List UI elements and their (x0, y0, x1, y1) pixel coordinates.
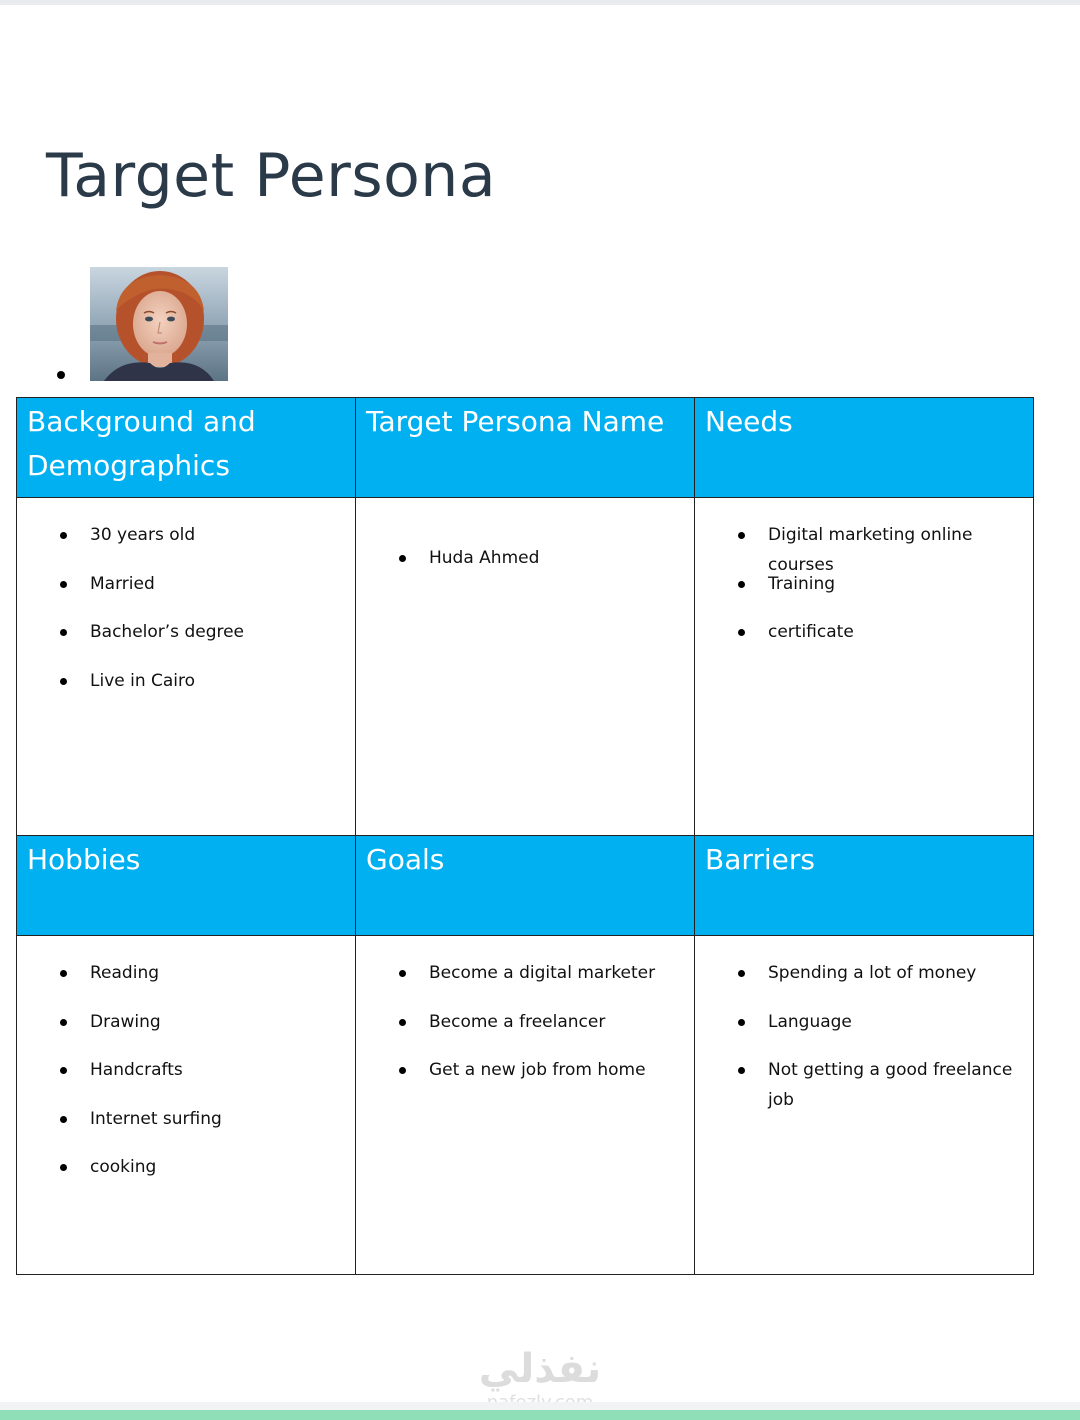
list-item-text: Live in Cairo (90, 670, 196, 691)
bullet-icon (60, 678, 67, 685)
list-item (356, 1055, 694, 1104)
list-item-text: Become a freelancer (429, 1011, 606, 1032)
list-item-text: Married (90, 573, 155, 594)
persona-table (16, 397, 1034, 1275)
list-item-text: Language (768, 1011, 852, 1032)
needs-list (695, 498, 1033, 666)
watermark-arabic: نفذلي (478, 1346, 602, 1392)
barriers-list (695, 936, 1033, 1110)
bottom-strip (0, 1410, 1080, 1420)
list-item (17, 617, 355, 666)
list-item-text: Bachelor’s degree (90, 622, 245, 642)
bullet-icon (60, 532, 67, 539)
header-hobbies: Hobbies (17, 836, 356, 936)
top-strip (0, 0, 1080, 5)
bullet-icon (60, 1019, 67, 1026)
list-item-text: Get a new job from home (429, 1060, 646, 1080)
list-item (695, 520, 1033, 575)
list-item (17, 958, 355, 1007)
bullet-icon (60, 1116, 67, 1123)
list-item-text: Become a digital marketer (429, 963, 656, 983)
bullet-icon (738, 581, 745, 588)
list-item (17, 1104, 355, 1153)
list-item-text: Training (768, 573, 836, 594)
list-item-text: Huda Ahmed (429, 548, 540, 568)
header-needs: Needs (695, 398, 1034, 498)
bullet-icon (738, 532, 745, 539)
cell-needs (695, 498, 1034, 836)
table-body-row (17, 936, 1034, 1275)
hobbies-list (17, 936, 355, 1201)
bullet-icon (60, 970, 67, 977)
list-item-text: cooking (90, 1157, 157, 1177)
list-item (356, 543, 694, 592)
goals-list (356, 936, 694, 1104)
list-item-text: Internet surfing (90, 1108, 222, 1129)
cell-hobbies (17, 936, 356, 1275)
page-title: Target Persona (46, 141, 497, 211)
persona-photo (90, 267, 228, 381)
bullet-icon (60, 629, 67, 636)
list-item-text: Reading (90, 963, 160, 983)
list-item-text: certificate (768, 622, 854, 642)
header-background-demographics: Background and Demographics (17, 398, 356, 498)
list-item-text: 30 years old (90, 525, 196, 545)
list-item (17, 1055, 355, 1104)
list-item (356, 958, 694, 1007)
bullet-icon (738, 1067, 745, 1074)
header-barriers: Barriers (695, 836, 1034, 936)
bullet-icon (60, 581, 67, 588)
list-item (695, 617, 1033, 666)
cell-background-demographics (17, 498, 356, 836)
list-item (17, 1152, 355, 1201)
bullet-icon (60, 1067, 67, 1074)
bullet-icon (738, 1019, 745, 1026)
bullet-icon (399, 1067, 406, 1074)
bullet-icon (399, 970, 406, 977)
persona-name-list (356, 498, 694, 592)
list-item-text: Digital marketing online courses (768, 525, 973, 575)
cell-goals (356, 936, 695, 1275)
list-item (356, 1007, 694, 1056)
table-header-row (17, 836, 1034, 936)
list-item-text: Handcrafts (90, 1060, 183, 1080)
list-item (17, 569, 355, 618)
table-header-row (17, 398, 1034, 498)
list-item (17, 1007, 355, 1056)
list-item (17, 520, 355, 569)
header-goals: Goals (356, 836, 695, 936)
bullet-icon (399, 1019, 406, 1026)
cell-barriers (695, 936, 1034, 1275)
cell-target-persona-name (356, 498, 695, 836)
list-item (17, 666, 355, 715)
list-item (695, 1055, 1033, 1110)
list-item (695, 1007, 1033, 1056)
bullet-icon (738, 629, 745, 636)
list-item (695, 958, 1033, 1007)
bullet-icon (60, 1164, 67, 1171)
bottom-strip-shadow (0, 1402, 1080, 1410)
bullet-icon (399, 555, 406, 562)
table-body-row (17, 498, 1034, 836)
photo-bullet (57, 371, 65, 379)
list-item (695, 569, 1033, 618)
list-item-text: Drawing (90, 1011, 161, 1032)
list-item-text: Spending a lot of money (768, 963, 977, 983)
bullet-icon (738, 970, 745, 977)
demographics-list (17, 498, 355, 714)
list-item-text: Not getting a good freelance job (768, 1060, 1013, 1110)
header-target-persona-name: Target Persona Name (356, 398, 695, 498)
